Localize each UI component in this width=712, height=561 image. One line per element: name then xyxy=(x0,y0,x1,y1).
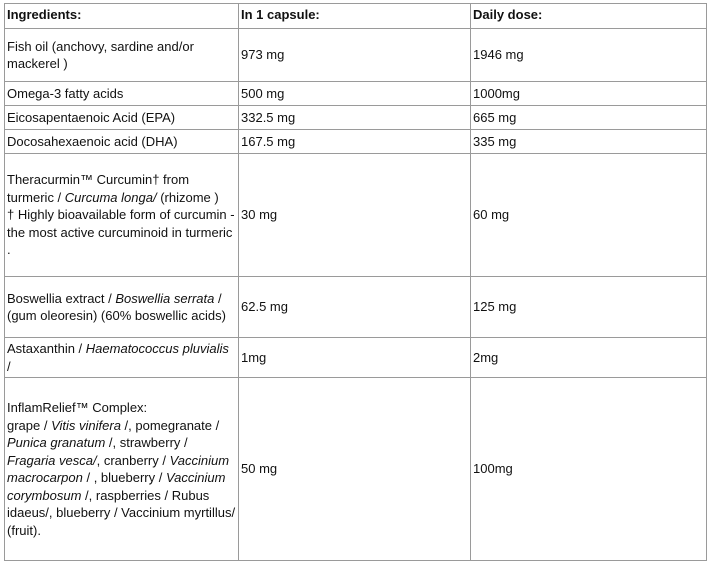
capsule-amount-cell: 500 mg xyxy=(239,82,471,106)
capsule-amount-cell: 167.5 mg xyxy=(239,130,471,154)
daily-dose-cell: 125 mg xyxy=(471,277,707,338)
header-daily-dose: Daily dose: xyxy=(471,4,707,29)
ingredient-latin-name: Boswellia serrata xyxy=(115,290,215,306)
table-row xyxy=(5,29,707,82)
header-per-capsule: In 1 capsule: xyxy=(239,4,471,29)
ingredient-text: Astaxanthin / xyxy=(7,341,86,356)
table-row xyxy=(5,130,707,154)
ingredient-text: / , blueberry / xyxy=(82,470,166,485)
table-row xyxy=(5,378,707,561)
header-ingredients: Ingredients: xyxy=(5,4,239,29)
daily-dose-cell: 665 mg xyxy=(471,106,707,130)
capsule-amount-cell: 1mg xyxy=(239,338,471,378)
ingredient-footnote: † Highly bioavailable form of curcumin - the most active curcuminoid in turmeric . xyxy=(7,207,235,258)
complex-title: InflamRelief™ Complex: xyxy=(7,400,148,415)
ingredient-cell: Fish oil (anchovy, sardine and/or mackerel ) xyxy=(5,29,239,82)
ingredient-text: Theracurmin™ Curcumin† from turmeric / xyxy=(7,172,190,205)
ingredient-text: / xyxy=(7,358,11,374)
ingredient-latin-name: Punica granatum xyxy=(7,435,106,450)
table-row xyxy=(5,277,707,338)
daily-dose-cell: 1000mg xyxy=(471,82,707,106)
ingredient-latin-name: Vaccinium corymbosum xyxy=(7,470,226,503)
ingredient-text: / (gum oleoresin) (60% boswellic acids) xyxy=(7,290,226,323)
ingredient-cell xyxy=(5,338,239,378)
daily-dose-cell: 1946 mg xyxy=(471,29,707,82)
capsule-amount-cell: 973 mg xyxy=(239,29,471,82)
table-header-row xyxy=(5,4,707,29)
ingredient-cell: Eicosapentaenoic Acid (EPA) xyxy=(5,106,239,130)
ingredient-latin-name: Vaccinium macrocarpon xyxy=(7,452,230,485)
ingredient-text: /, raspberries / Rubus idaeus/, blueberry / Vaccinium myrtillus/ (fruit). xyxy=(7,487,236,538)
ingredient-cell xyxy=(5,277,239,338)
daily-dose-cell: 335 mg xyxy=(471,130,707,154)
table-row xyxy=(5,106,707,130)
ingredient-text: (rhizome ) xyxy=(156,189,219,205)
ingredient-latin-name: Fragaria vesca/ xyxy=(7,452,97,468)
table-row xyxy=(5,338,707,378)
ingredient-cell xyxy=(5,154,239,277)
ingredient-text: , cranberry / xyxy=(96,452,170,468)
ingredients-table xyxy=(4,3,707,561)
ingredient-cell xyxy=(5,378,239,561)
ingredient-latin-name: Haematococcus pluvialis xyxy=(85,341,229,356)
table-row xyxy=(5,82,707,106)
capsule-amount-cell: 30 mg xyxy=(239,154,471,277)
ingredient-cell: Docosahexaenoic acid (DHA) xyxy=(5,130,239,154)
daily-dose-cell: 2mg xyxy=(471,338,707,378)
ingredient-text: /, strawberry / xyxy=(105,435,188,450)
ingredient-text: Boswellia extract / xyxy=(7,290,116,306)
daily-dose-cell: 100mg xyxy=(471,378,707,561)
capsule-amount-cell: 50 mg xyxy=(239,378,471,561)
ingredient-text: grape / xyxy=(7,417,52,433)
ingredient-cell: Omega-3 fatty acids xyxy=(5,82,239,106)
capsule-amount-cell: 62.5 mg xyxy=(239,277,471,338)
capsule-amount-cell: 332.5 mg xyxy=(239,106,471,130)
ingredient-latin-name: Vitis vinifera xyxy=(51,417,121,433)
table-row xyxy=(5,154,707,277)
ingredient-latin-name: Curcuma longa/ xyxy=(64,189,157,205)
daily-dose-cell: 60 mg xyxy=(471,154,707,277)
ingredient-text: /, pomegranate / xyxy=(120,417,220,433)
